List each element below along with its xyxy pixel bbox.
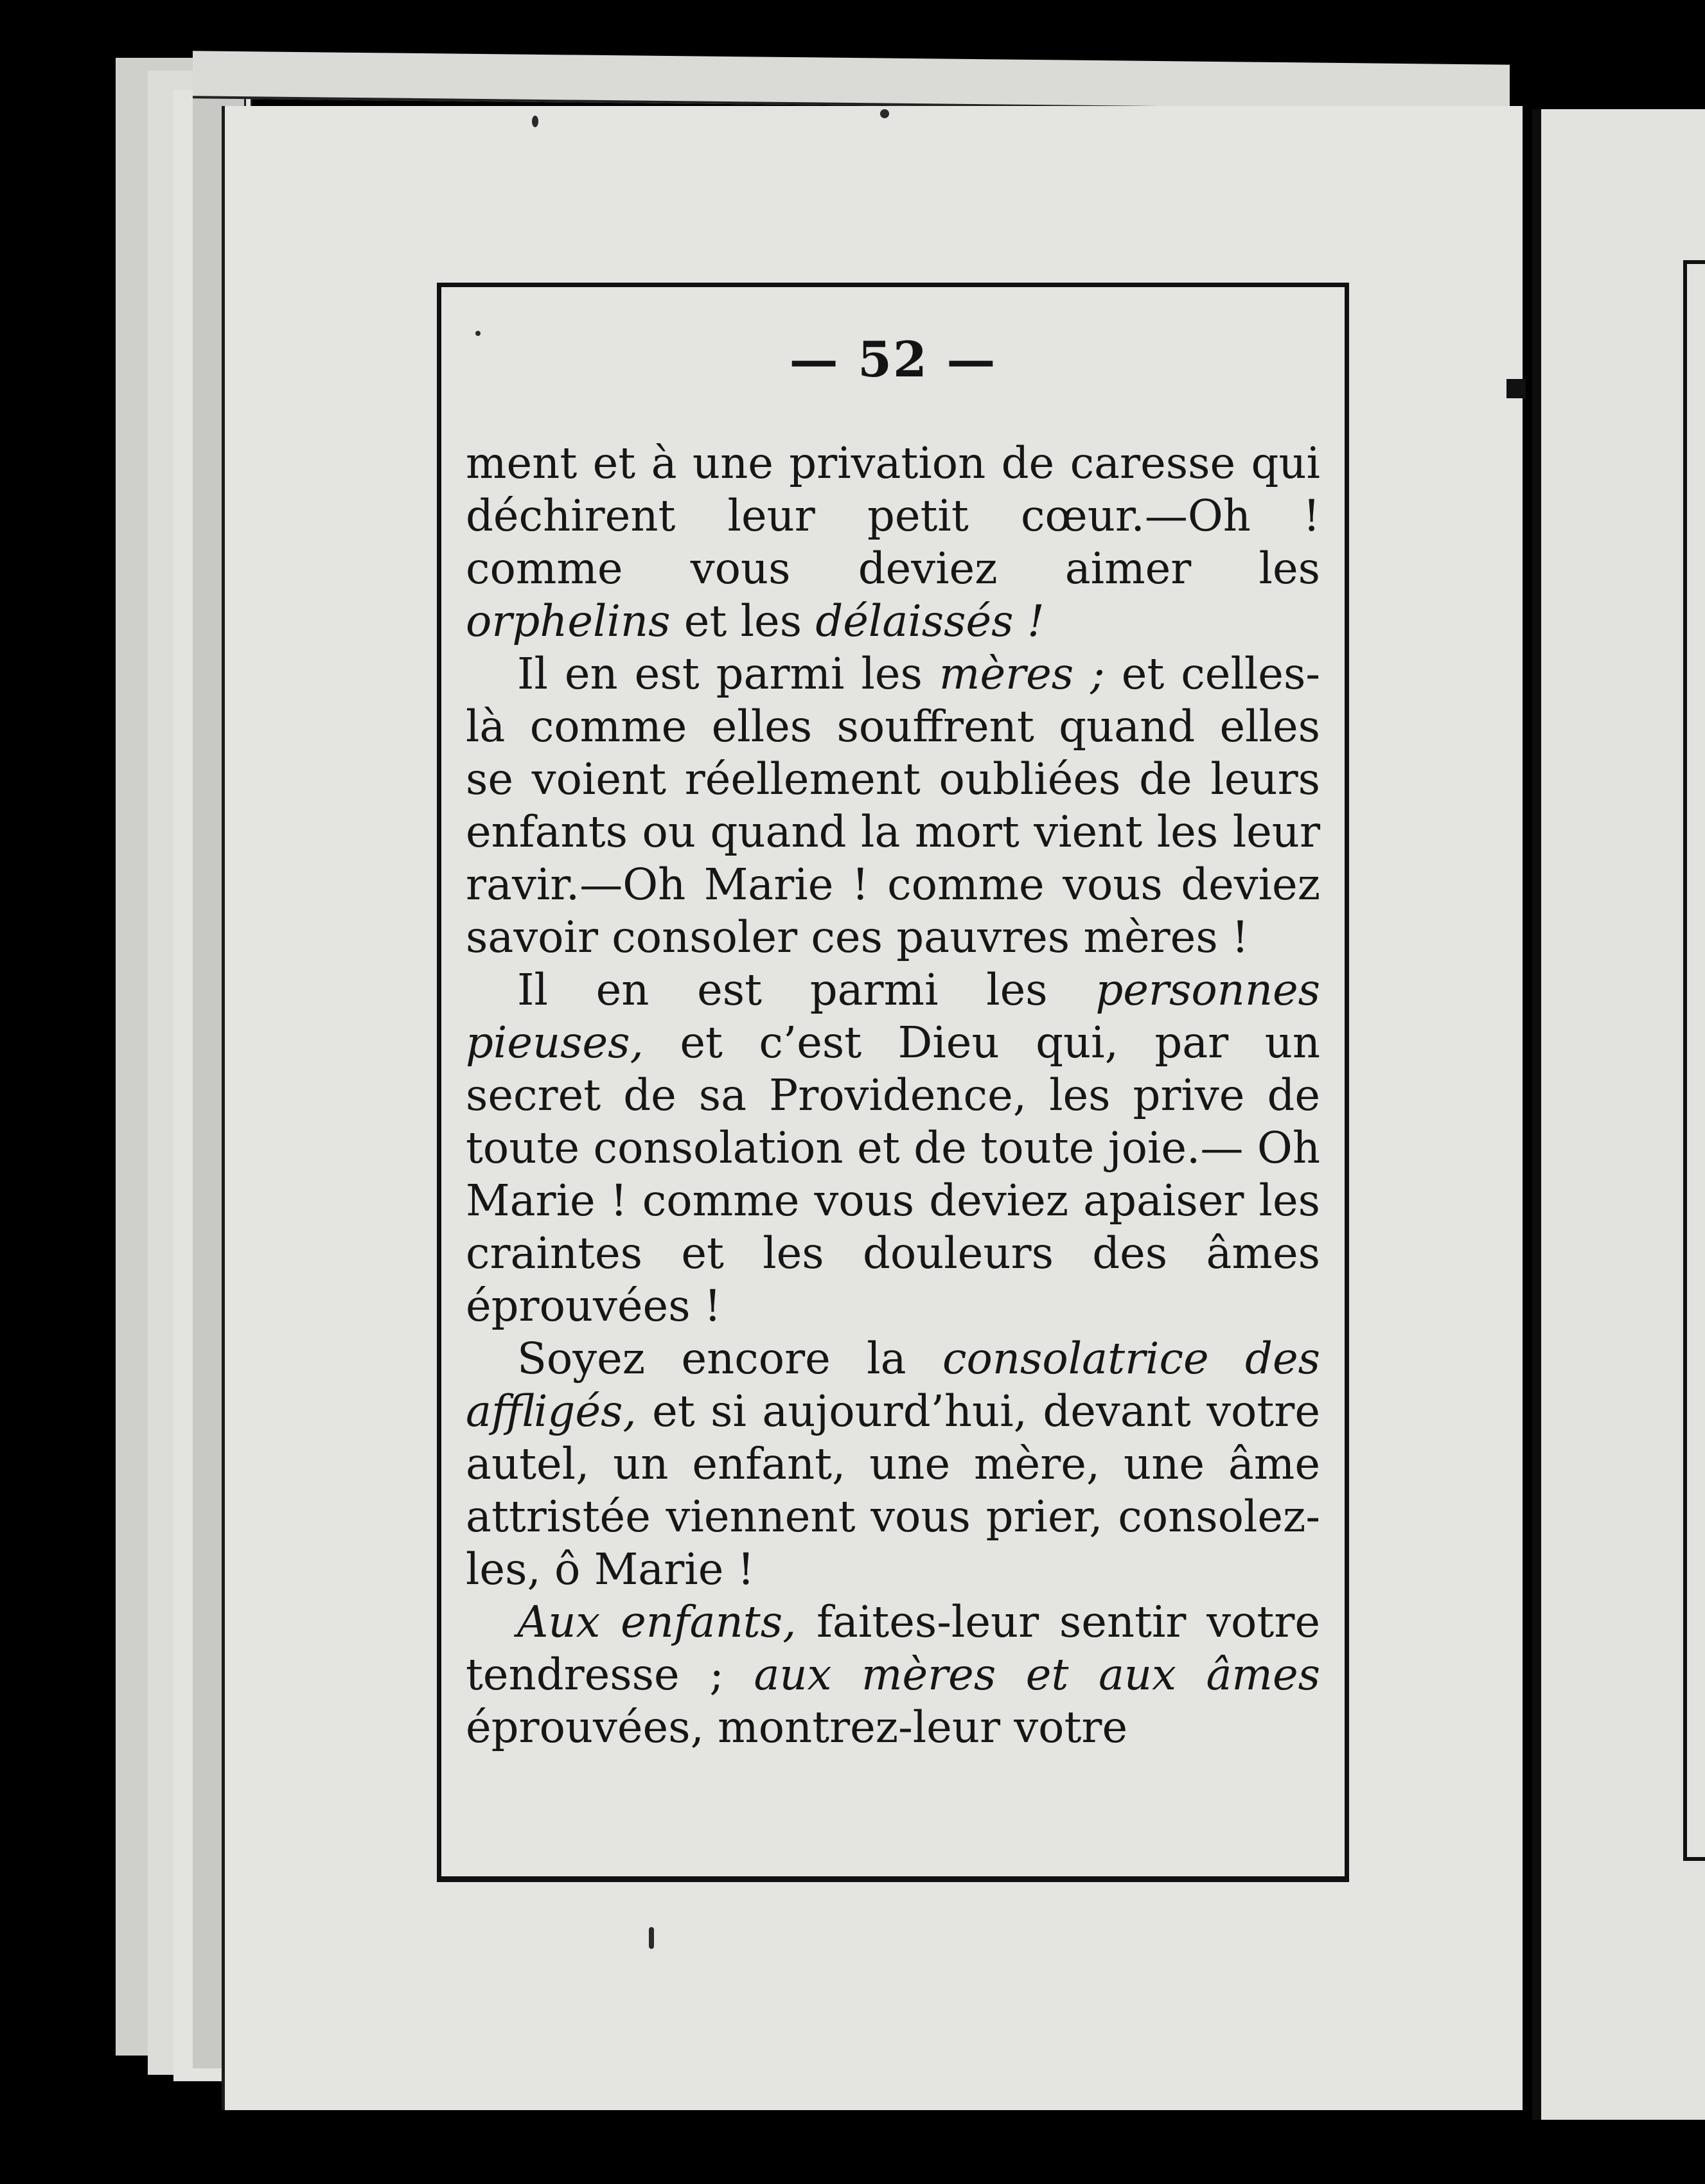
text-run: éprouvées, montrez-leur votre — [466, 1702, 1128, 1752]
italic-text-run: Aux enfants, — [517, 1597, 797, 1647]
italic-text-run: personnes pieuses, — [466, 965, 1320, 1068]
right-page-text-frame — [1683, 260, 1705, 1861]
text-run: et c’est Dieu qui, par un secret de sa Providence, les prive de toute consolation et de toute joie.— Oh Marie ! comme vous deviez apaiser les craintes et les douleurs des âmes éprouvées ! — [466, 1017, 1320, 1331]
text-run: ment et à une privation de caresse qui déchirent leur petit cœur.—Oh ! comme vous deviez aimer les — [466, 438, 1320, 594]
paper-speck — [649, 1927, 654, 1949]
text-run: Il en est parmi les — [517, 965, 1096, 1015]
paper-speck — [475, 331, 481, 336]
paragraph — [466, 647, 1320, 964]
page-number: — 52 — — [789, 331, 997, 388]
paper-speck — [880, 109, 889, 118]
paragraph — [466, 1332, 1320, 1596]
text-run: faites-leur sentir votre tendresse ; — [466, 1597, 1320, 1700]
paragraph — [466, 1596, 1320, 1754]
page-text-body — [466, 437, 1320, 1754]
italic-text-run: orphelins — [466, 596, 671, 646]
right-book-page — [1532, 109, 1705, 2120]
text-run: Il en est parmi les — [517, 649, 939, 699]
paragraph — [466, 964, 1320, 1332]
italic-text-run: délaissés ! — [815, 596, 1045, 646]
text-run: Soyez encore la — [517, 1334, 942, 1384]
italic-text-run: mères ; — [939, 649, 1105, 699]
text-run: et celles-là comme elles souffrent quand elles se voient réellement oubliées de leurs enfants ou quand la mort vient les leur ravir.—Oh Marie ! comme vous deviez savoir consoler ces pauvres mères ! — [466, 649, 1320, 962]
italic-text-run: consolatrice des affligés, — [466, 1334, 1320, 1436]
page-top-edge — [193, 51, 1510, 112]
text-run: et les — [670, 596, 816, 646]
paragraph — [466, 437, 1320, 647]
binding-mark — [1506, 379, 1526, 398]
text-run: et si aujourd’hui, devant votre autel, un enfant, une mère, une âme attristée viennent vous prier, consolez-les, ô Marie ! — [466, 1386, 1320, 1594]
italic-text-run: aux mères et aux âmes — [754, 1650, 1320, 1700]
paper-speck — [532, 116, 538, 127]
